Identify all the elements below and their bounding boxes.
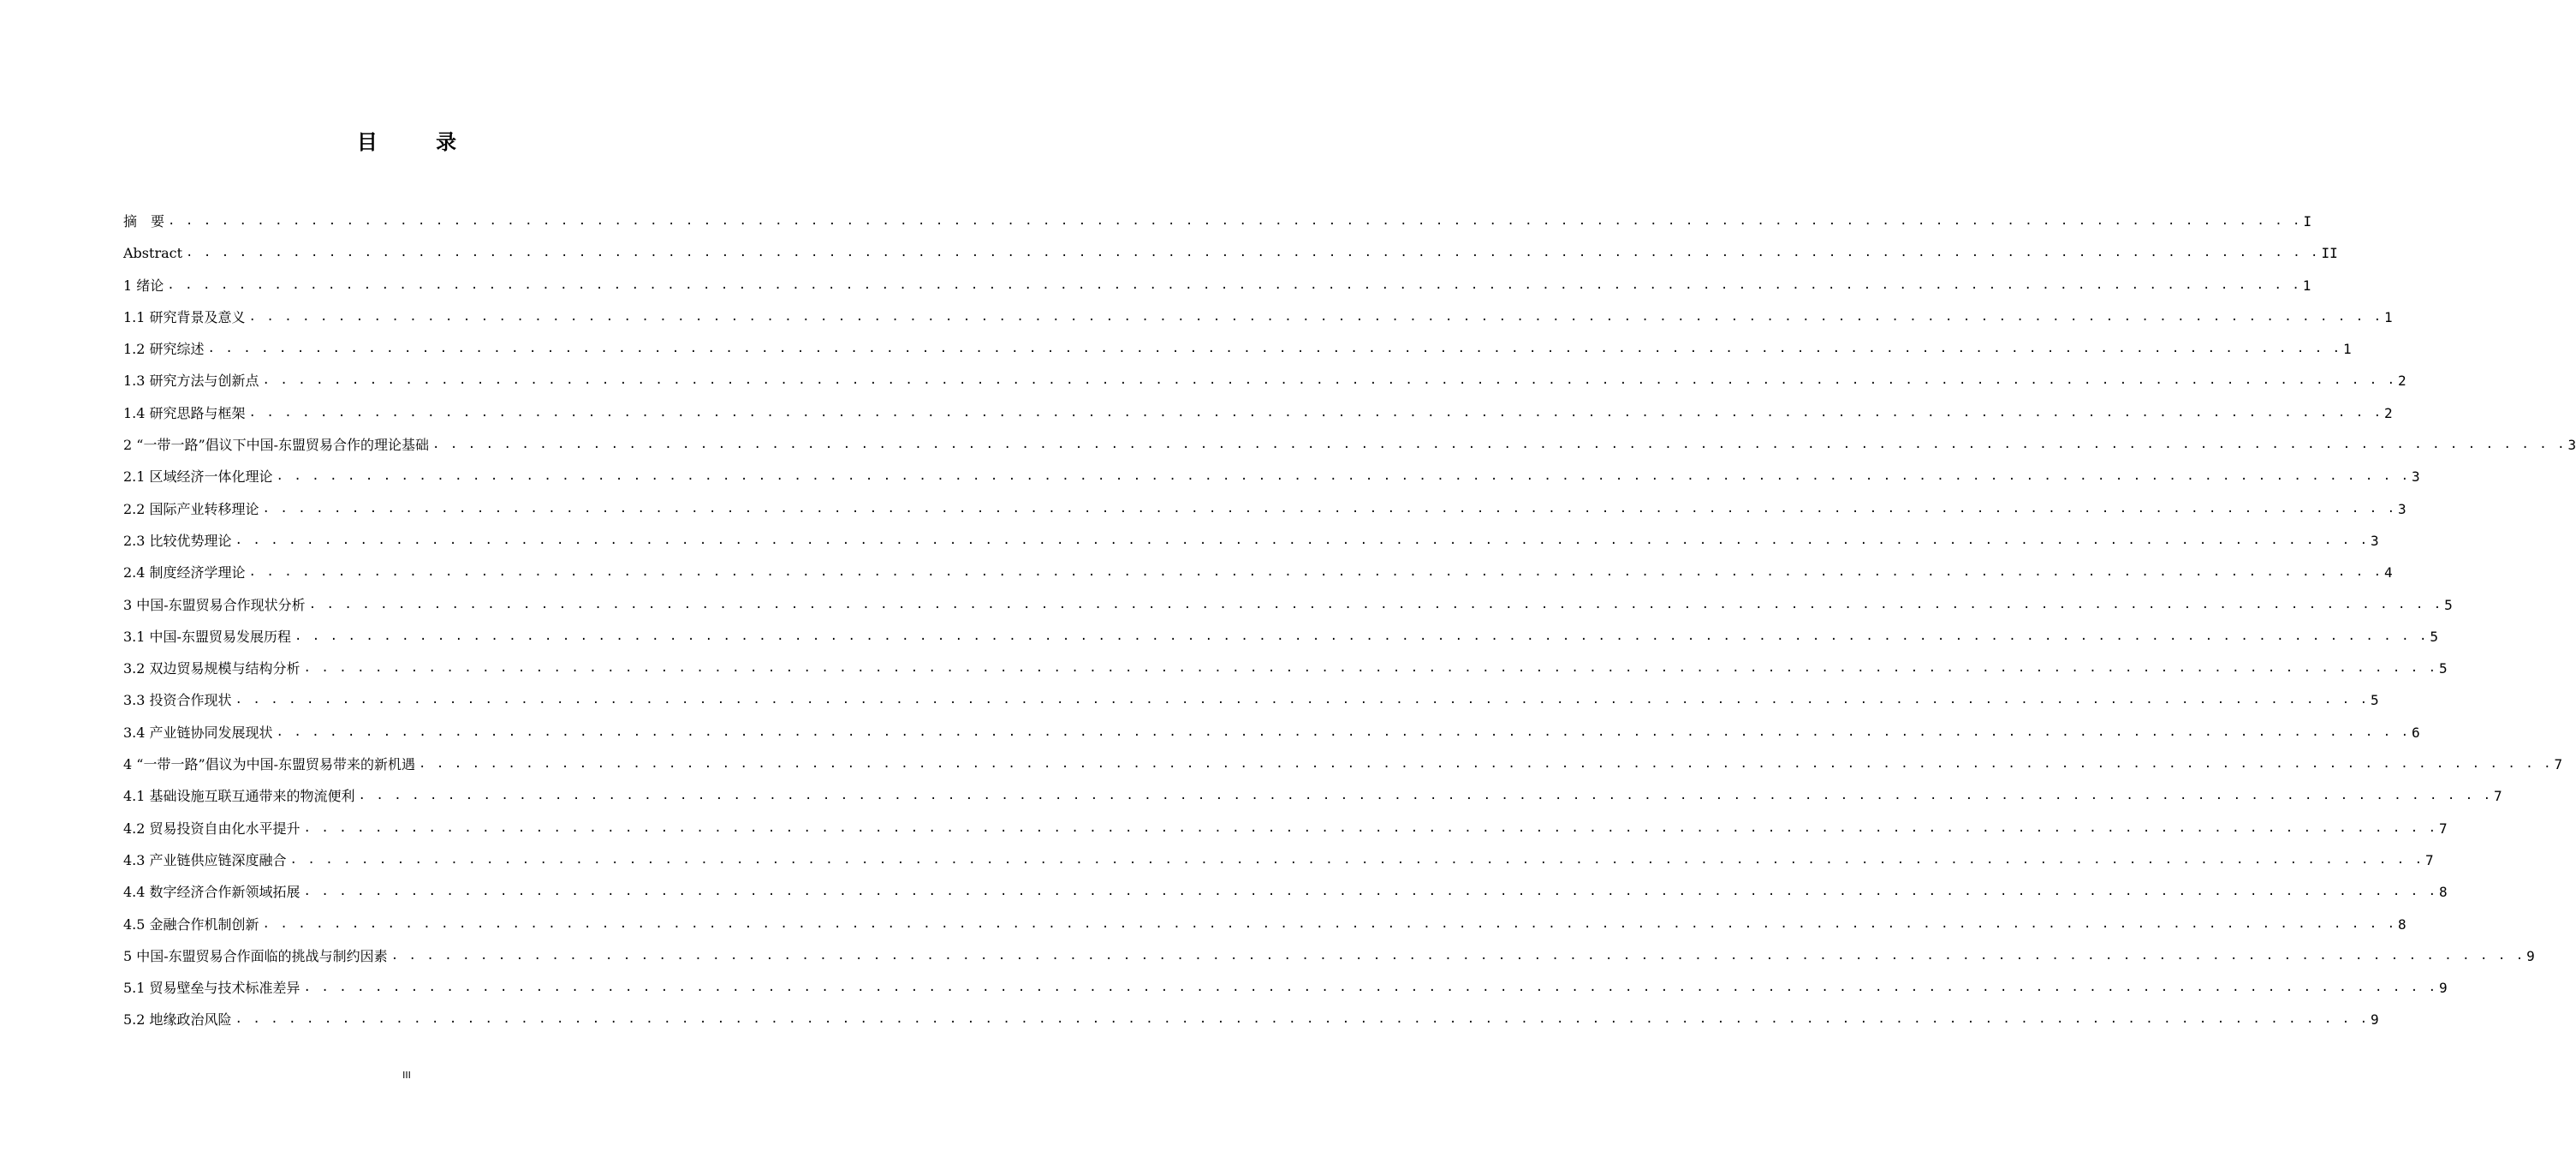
toc-entry-label: 5.2 地缘政治风险 xyxy=(123,1011,232,1029)
toc-entry-page: I xyxy=(2303,213,2312,230)
dot-leader: . . . . . . . . . . . . . . . . . . . . . . . . . . . . . . . . . . . . . . . . . . . . . . . . . . . . . . . . . . . . . . . . . . . . . . . . . . . . . . . . . . . . . . . . . . . . . . . . . . . . . . . . . . . . . . . . . . . . . . . . xyxy=(276,469,2411,484)
toc-entry[interactable] xyxy=(123,717,2420,748)
toc-entry-label: 5 中国-东盟贸易合作面临的挑战与制约因素 xyxy=(123,947,388,964)
dot-leader: . . . . . . . . . . . . . . . . . . . . . . . . . . . . . . . . . . . . . . . . . . . . . . . . . . . . . . . . . . . . . . . . . . . . . . . . . . . . . . . . . . . . . . . . . . . . . . . . . . . . . . . . . . . . . . . . . . . . . . . . xyxy=(248,309,2383,324)
dot-leader: . . . . . . . . . . . . . . . . . . . . . . . . . . . . . . . . . . . . . . . . . . . . . . . . . . . . . . . . . . . . . . . . . . . . . . . . . . . . . . . . . . . . . . . . . . . . . . . . . . . . . . . . . . . . . . . . . . . . . . . . xyxy=(303,661,2438,676)
toc-entry-page: 8 xyxy=(2439,884,2448,901)
dot-leader: . . . . . . . . . . . . . . . . . . . . . . . . . . . . . . . . . . . . . . . . . . . . . . . . . . . . . . . . . . . . . . . . . . . . . . . . . . . . . . . . . . . . . . . . . . . . . . . . . . . . . . . . . . . . . . . . . . . . . . . . xyxy=(167,277,2301,292)
toc-entry-page: 3 xyxy=(2567,437,2576,454)
toc-entry-page: 2 xyxy=(2398,373,2406,390)
toc-entry-label: 2.1 区域经济一体化理论 xyxy=(123,468,273,486)
toc-entry-label: 2.2 国际产业转移理论 xyxy=(123,500,259,517)
toc-entry-label: 3.1 中国-东盟贸易发展历程 xyxy=(123,628,291,645)
dot-leader: . . . . . . . . . . . . . . . . . . . . . . . . . . . . . . . . . . . . . . . . . . . . . . . . . . . . . . . . . . . . . . . . . . . . . . . . . . . . . . . . . . . . . . . . . . . . . . . . . . . . . . . . . . . . . . . . . . . . . . . . xyxy=(248,565,2383,580)
toc-entry-page: 9 xyxy=(2439,980,2448,997)
toc-entry-page: 8 xyxy=(2398,915,2406,933)
toc-entry-page: 5 xyxy=(2430,628,2439,645)
toc-entry[interactable] xyxy=(123,780,2502,812)
toc-entry-page: 7 xyxy=(2439,820,2448,837)
dot-leader: . . . . . . . . . . . . . . . . . . . . . . . . . . . . . . . . . . . . . . . . . . . . . . . . . . . . . . . . . . . . . . . . . . . . . . . . . . . . . . . . . . . . . . . . . . . . . . . . . . . . . . . . . . . . . . . . . . . . . . . . xyxy=(235,1012,2370,1027)
toc-entry-page: 7 xyxy=(2425,851,2434,868)
dot-leader: . . . . . . . . . . . . . . . . . . . . . . . . . . . . . . . . . . . . . . . . . . . . . . . . . . . . . . . . . . . . . . . . . . . . . . . . . . . . . . . . . . . . . . . . . . . . . . . . . . . . . . . . . . . . . . . . . . . . . . . . xyxy=(262,916,2397,931)
toc-entry-page: 6 xyxy=(2412,724,2420,741)
toc-entry-label: 4.4 数字经济合作新领域拓展 xyxy=(123,884,300,901)
toc-entry-page: II xyxy=(2321,245,2338,262)
toc-entry-page: 5 xyxy=(2444,596,2453,613)
toc-entry[interactable] xyxy=(123,270,2311,301)
toc-entry[interactable] xyxy=(123,557,2393,588)
dot-leader: . . . . . . . . . . . . . . . . . . . . . . . . . . . . . . . . . . . . . . . . . . . . . . . . . . . . . . . . . . . . . . . . . . . . . . . . . . . . . . . . . . . . . . . . . . . . . . . . . . . . . . . . . . . . . . . . . . . . . . . . xyxy=(303,981,2438,995)
toc-entry-label: 4.3 产业链供应链深度融合 xyxy=(123,851,287,868)
toc-entry-page: 2 xyxy=(2384,404,2393,421)
toc-entry[interactable] xyxy=(123,206,2312,237)
toc-entry-label: Abstract xyxy=(123,245,183,262)
toc-entry[interactable] xyxy=(123,397,2393,429)
toc-entry[interactable] xyxy=(123,365,2406,397)
toc-entry-page: 1 xyxy=(2302,277,2311,294)
toc-entry[interactable] xyxy=(123,621,2439,653)
toc-entry[interactable] xyxy=(123,237,2338,269)
toc-entry-label: 3.4 产业链协同发展现状 xyxy=(123,724,273,741)
toc-entry-label: 2.3 比较优势理论 xyxy=(123,532,232,549)
toc-entry-page: 4 xyxy=(2384,564,2393,581)
toc-entry-label: 2.4 制度经济学理论 xyxy=(123,564,246,581)
toc-entry-page: 9 xyxy=(2526,947,2535,964)
toc-entry[interactable] xyxy=(123,525,2379,557)
dot-leader: . . . . . . . . . . . . . . . . . . . . . . . . . . . . . . . . . . . . . . . . . . . . . . . . . . . . . . . . . . . . . . . . . . . . . . . . . . . . . . . . . . . . . . . . . . . . . . . . . . . . . . . . . . . . . . . . . . . . . . . . xyxy=(303,885,2438,899)
toc-entry-page: 7 xyxy=(2554,756,2563,773)
toc-entry-label: 4.2 贸易投资自由化水平提升 xyxy=(123,820,300,837)
dot-leader: . . . . . . . . . . . . . . . . . . . . . . . . . . . . . . . . . . . . . . . . . . . . . . . . . . . . . . . . . . . . . . . . . . . . . . . . . . . . . . . . . . . . . . . . . . . . . . . . . . . . . . . . . . . . . . . . . . . . . . . . xyxy=(294,629,2429,643)
toc-entry-page: 3 xyxy=(2412,468,2420,486)
dot-leader: . . . . . . . . . . . . . . . . . . . . . . . . . . . . . . . . . . . . . . . . . . . . . . . . . . . . . . . . . . . . . . . . . . . . . . . . . . . . . . . . . . . . . . . . . . . . . . . . . . . . . . . . . . . . . . . . . . . . . . . . xyxy=(186,246,2320,260)
toc-entry-page: 5 xyxy=(2371,692,2379,709)
dot-leader: . . . . . . . . . . . . . . . . . . . . . . . . . . . . . . . . . . . . . . . . . . . . . . . . . . . . . . . . . . . . . . . . . . . . . . . . . . . . . . . . . . . . . . . . . . . . . . . . . . . . . . . . . . . . . . . . . . . . . . . . xyxy=(358,789,2493,803)
dot-leader: . . . . . . . . . . . . . . . . . . . . . . . . . . . . . . . . . . . . . . . . . . . . . . . . . . . . . . . . . . . . . . . . . . . . . . . . . . . . . . . . . . . . . . . . . . . . . . . . . . . . . . . . . . . . . . . . . . . . . . . . xyxy=(262,501,2397,516)
dot-leader: . . . . . . . . . . . . . . . . . . . . . . . . . . . . . . . . . . . . . . . . . . . . . . . . . . . . . . . . . . . . . . . . . . . . . . . . . . . . . . . . . . . . . . . . . . . . . . . . . . . . . . . . . . . . . . . . . . . . . . . . xyxy=(235,693,2370,707)
toc-entry[interactable] xyxy=(123,813,2448,844)
page-title: 目 录 xyxy=(356,130,483,154)
dot-leader: . . . . . . . . . . . . . . . . . . . . . . . . . . . . . . . . . . . . . . . . . . . . . . . . . . . . . . . . . . . . . . . . . . . . . . . . . . . . . . . . . . . . . . . . . . . . . . . . . . . . . . . . . . . . . . . . . . . . . . . . xyxy=(419,757,2553,772)
toc-entry-label: 1.2 研究综述 xyxy=(123,341,205,358)
table-of-contents xyxy=(123,206,2576,1036)
toc-entry[interactable] xyxy=(123,589,2453,621)
toc-entry[interactable] xyxy=(123,1004,2379,1035)
toc-entry-label: 3.3 投资合作现状 xyxy=(123,692,232,709)
toc-entry-label: 2 “一带一路”倡议下中国-东盟贸易合作的理论基础 xyxy=(123,437,430,454)
dot-leader: . . . . . . . . . . . . . . . . . . . . . . . . . . . . . . . . . . . . . . . . . . . . . . . . . . . . . . . . . . . . . . . . . . . . . . . . . . . . . . . . . . . . . . . . . . . . . . . . . . . . . . . . . . . . . . . . . . . . . . . . xyxy=(262,373,2397,388)
dot-leader: . . . . . . . . . . . . . . . . . . . . . . . . . . . . . . . . . . . . . . . . . . . . . . . . . . . . . . . . . . . . . . . . . . . . . . . . . . . . . . . . . . . . . . . . . . . . . . . . . . . . . . . . . . . . . . . . . . . . . . . . xyxy=(432,438,2567,452)
toc-entry-label: 4 “一带一路”倡议为中国-东盟贸易带来的新机遇 xyxy=(123,756,416,773)
toc-entry-label: 1.4 研究思路与框架 xyxy=(123,404,246,421)
toc-entry[interactable] xyxy=(123,429,2576,461)
toc-entry[interactable] xyxy=(123,940,2535,972)
page-number: III xyxy=(402,1070,411,1081)
dot-leader: . . . . . . . . . . . . . . . . . . . . . . . . . . . . . . . . . . . . . . . . . . . . . . . . . . . . . . . . . . . . . . . . . . . . . . . . . . . . . . . . . . . . . . . . . . . . . . . . . . . . . . . . . . . . . . . . . . . . . . . . xyxy=(168,214,2302,228)
toc-entry-page: 1 xyxy=(2343,341,2352,358)
dot-leader: . . . . . . . . . . . . . . . . . . . . . . . . . . . . . . . . . . . . . . . . . . . . . . . . . . . . . . . . . . . . . . . . . . . . . . . . . . . . . . . . . . . . . . . . . . . . . . . . . . . . . . . . . . . . . . . . . . . . . . . . xyxy=(235,533,2370,547)
toc-entry[interactable] xyxy=(123,748,2563,780)
toc-entry-label: 1.1 研究背景及意义 xyxy=(123,308,246,325)
toc-entry-label: 1.3 研究方法与创新点 xyxy=(123,373,259,390)
toc-entry[interactable] xyxy=(123,909,2406,940)
dot-leader: . . . . . . . . . . . . . . . . . . . . . . . . . . . . . . . . . . . . . . . . . . . . . . . . . . . . . . . . . . . . . . . . . . . . . . . . . . . . . . . . . . . . . . . . . . . . . . . . . . . . . . . . . . . . . . . . . . . . . . . . xyxy=(207,342,2342,356)
toc-entry-page: 3 xyxy=(2371,532,2379,549)
toc-entry[interactable] xyxy=(123,653,2448,684)
toc-entry-label: 1 绪论 xyxy=(123,277,164,294)
toc-entry[interactable] xyxy=(123,876,2448,908)
toc-entry[interactable] xyxy=(123,684,2379,716)
dot-leader: . . . . . . . . . . . . . . . . . . . . . . . . . . . . . . . . . . . . . . . . . . . . . . . . . . . . . . . . . . . . . . . . . . . . . . . . . . . . . . . . . . . . . . . . . . . . . . . . . . . . . . . . . . . . . . . . . . . . . . . . xyxy=(308,597,2443,611)
toc-entry-page: 1 xyxy=(2384,308,2393,325)
dot-leader: . . . . . . . . . . . . . . . . . . . . . . . . . . . . . . . . . . . . . . . . . . . . . . . . . . . . . . . . . . . . . . . . . . . . . . . . . . . . . . . . . . . . . . . . . . . . . . . . . . . . . . . . . . . . . . . . . . . . . . . . xyxy=(276,725,2411,739)
toc-entry-page: 9 xyxy=(2371,1011,2379,1029)
toc-entry-label: 4.5 金融合作机制创新 xyxy=(123,915,259,933)
toc-entry-label: 4.1 基础设施互联互通带来的物流便利 xyxy=(123,788,355,805)
toc-entry[interactable] xyxy=(123,301,2393,333)
toc-entry-label: 摘 要 xyxy=(123,213,165,230)
toc-entry-label: 3.2 双边贸易规模与结构分析 xyxy=(123,660,300,677)
dot-leader: . . . . . . . . . . . . . . . . . . . . . . . . . . . . . . . . . . . . . . . . . . . . . . . . . . . . . . . . . . . . . . . . . . . . . . . . . . . . . . . . . . . . . . . . . . . . . . . . . . . . . . . . . . . . . . . . . . . . . . . . xyxy=(303,820,2438,835)
dot-leader: . . . . . . . . . . . . . . . . . . . . . . . . . . . . . . . . . . . . . . . . . . . . . . . . . . . . . . . . . . . . . . . . . . . . . . . . . . . . . . . . . . . . . . . . . . . . . . . . . . . . . . . . . . . . . . . . . . . . . . . . xyxy=(390,948,2525,963)
toc-entry[interactable] xyxy=(123,493,2406,525)
dot-leader: . . . . . . . . . . . . . . . . . . . . . . . . . . . . . . . . . . . . . . . . . . . . . . . . . . . . . . . . . . . . . . . . . . . . . . . . . . . . . . . . . . . . . . . . . . . . . . . . . . . . . . . . . . . . . . . . . . . . . . . . xyxy=(248,405,2383,420)
toc-entry[interactable] xyxy=(123,333,2352,365)
toc-entry[interactable] xyxy=(123,461,2420,492)
toc-entry-label: 5.1 贸易壁垒与技术标准差异 xyxy=(123,980,300,997)
dot-leader: . . . . . . . . . . . . . . . . . . . . . . . . . . . . . . . . . . . . . . . . . . . . . . . . . . . . . . . . . . . . . . . . . . . . . . . . . . . . . . . . . . . . . . . . . . . . . . . . . . . . . . . . . . . . . . . . . . . . . . . . xyxy=(289,852,2424,867)
toc-entry[interactable] xyxy=(123,972,2448,1004)
toc-entry-page: 3 xyxy=(2398,500,2406,517)
toc-entry[interactable] xyxy=(123,844,2434,876)
toc-entry-page: 7 xyxy=(2494,788,2502,805)
toc-entry-label: 3 中国-东盟贸易合作现状分析 xyxy=(123,596,306,613)
toc-entry-page: 5 xyxy=(2439,660,2448,677)
